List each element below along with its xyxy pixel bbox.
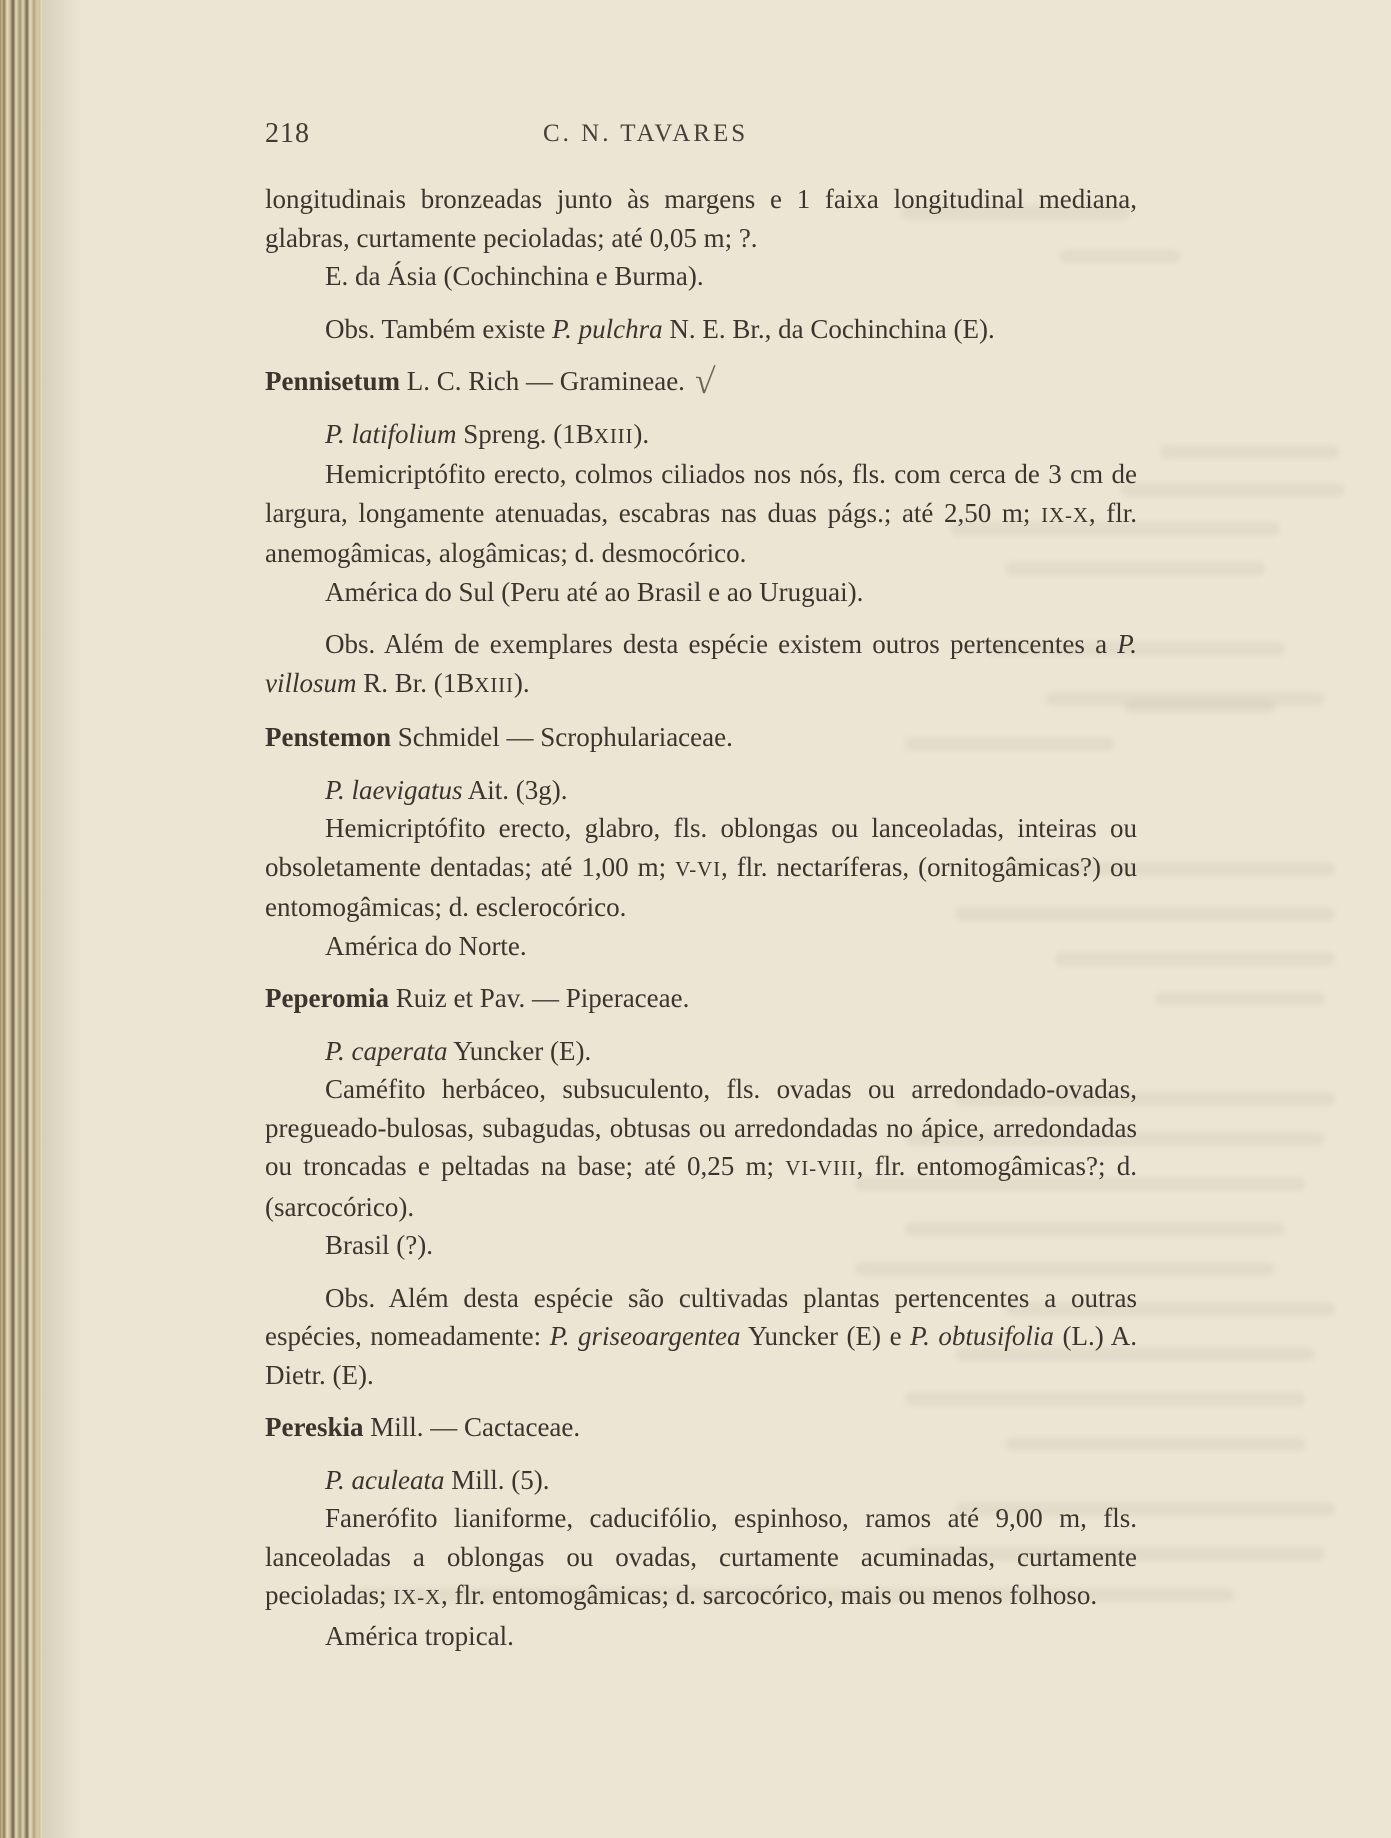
species-heading (265, 771, 1137, 810)
text-segment: Schmidel — Scrophulariaceae. (390, 722, 733, 752)
text-segment: Ait. (3g). (462, 774, 568, 805)
text-segment: Yuncker (E) e (740, 1321, 911, 1351)
distribution-line (265, 257, 1137, 296)
text-segment: IX-X (1041, 502, 1089, 527)
text-segment: , flr. entomogâmicas?; d. (sarcocórico). (265, 1151, 1137, 1222)
text-segment: Hemicriptófito erecto, colmos ciliados nos nós, fls. com cerca de 3 cm de largura, longamente atenuadas, escabras nas duas págs.; até 2,50 m; (265, 459, 1137, 528)
genus-heading (265, 979, 1137, 1018)
text-segment: Fanerófito lianiforme, caducifólio, espinhoso, ramos até 9,00 m, fls. lanceoladas a oblongas ou ovadas, curtamente acuminadas, curtamente pecioladas; (265, 1503, 1137, 1610)
species-heading (265, 415, 1137, 456)
text-segment: longitudinais bronzeadas junto às margens e 1 faixa longitudinal mediana, glabras, curtamente pecioladas; até 0,05 m; ?. (265, 184, 1137, 253)
text-segment: América tropical. (325, 1620, 514, 1651)
text-segment: América do Norte. (325, 930, 527, 961)
bleed-through-smudge (1155, 992, 1325, 1005)
text-segment: L. C. Rich — Gramineae. (400, 366, 685, 396)
description-paragraph (265, 455, 1137, 573)
genus-heading (265, 718, 1137, 757)
text-segment: Yuncker (E). (447, 1035, 592, 1066)
text-segment: IX-X (393, 1585, 441, 1609)
obs-paragraph (265, 310, 1137, 349)
text-segment: P. pulchra (552, 313, 663, 344)
running-head (265, 118, 1137, 152)
text-segment: P. griseoargentea (549, 1321, 741, 1351)
text-segment: Caméfito herbáceo, subsuculento, fls. ovadas ou arredondado-ovadas, pregueado-bulosas, subagudas, obtusas ou arredondadas no ápice, arredondadas ou troncadas e peltadas na base; até 0,25 m; (265, 1074, 1137, 1181)
handwritten-checkmark-icon: √ (693, 360, 716, 402)
text-segment: Mill. (5). (444, 1464, 550, 1495)
text-segment: , flr. nectaríferas, (ornitogâmicas?) ou entomogâmicas; d. esclerocórico. (265, 851, 1137, 922)
text-segment: E. da Ásia (Cochinchina e Burma). (325, 261, 704, 291)
text-segment: América do Sul (Peru até ao Brasil e ao Uruguai). (325, 576, 864, 607)
text-segment: P. caperata (325, 1035, 448, 1066)
description-paragraph (265, 1070, 1137, 1226)
text-segment: Pereskia (265, 1412, 364, 1442)
text-segment: Peperomia (265, 983, 389, 1013)
distribution-line (265, 1617, 1137, 1656)
text-segment: Obs. Além desta espécie são cultivadas plantas pertencentes a outras espécies, nomeadamente: (265, 1282, 1137, 1351)
genus-heading (265, 362, 1137, 401)
obs-paragraph (265, 625, 1137, 704)
text-segment: R. Br. (1B (356, 667, 475, 698)
text-segment: Obs. Além de exemplares desta espécie existem outros pertencentes a (325, 629, 1118, 659)
species-heading (265, 1461, 1137, 1500)
page-body (265, 118, 1137, 1655)
text-segment: XIII (474, 672, 514, 697)
text-segment: ). (513, 667, 530, 698)
running-header-title: C. N. TAVARES (543, 120, 749, 147)
genus-heading (265, 1408, 1137, 1447)
page-number: 218 (265, 118, 310, 149)
distribution-line (265, 1226, 1137, 1265)
text-segment: P. obtusifolia (910, 1321, 1054, 1351)
continuation-paragraph (265, 180, 1137, 257)
text-segment: Obs. Também existe (325, 313, 553, 344)
distribution-line (265, 573, 1137, 612)
text-segment: P. aculeata (325, 1464, 445, 1495)
text-segment: Spreng. (1B (456, 418, 594, 449)
text-segment: P. latifolium (325, 418, 457, 449)
text-segment: XIII (593, 423, 634, 448)
bleed-through-smudge (1125, 700, 1275, 713)
text-segment: P. laevigatus (325, 774, 463, 805)
text-segment: Ruiz et Pav. — Piperaceae. (388, 983, 690, 1013)
page-content (265, 180, 1137, 1655)
bleed-through-smudge (1160, 445, 1340, 459)
text-segment: VI-VIII (785, 1156, 857, 1180)
text-segment: N. E. Br., da Cochinchina (E). (662, 313, 995, 344)
page-gutter-shadow (42, 0, 82, 1838)
text-segment: Penstemon (265, 722, 391, 752)
description-paragraph (265, 809, 1137, 927)
description-paragraph (265, 1499, 1137, 1617)
text-segment: Hemicriptófito erecto, glabro, fls. oblongas ou lanceoladas, inteiras ou obsoletamente dentadas; até 1,00 m; (265, 813, 1137, 882)
text-segment: , flr. anemogâmicas, alogâmicas; d. desmocórico. (265, 497, 1137, 568)
text-segment: ). (633, 418, 650, 449)
text-segment: P. villosum (265, 629, 1137, 698)
text-segment: V-VI (675, 856, 721, 881)
distribution-line (265, 927, 1137, 966)
text-segment: Brasil (?). (325, 1230, 433, 1260)
text-segment: , flr. entomogâmicas; d. sarcocórico, mais ou menos folhoso. (441, 1580, 1098, 1610)
text-segment: Mill. — Cactaceae. (363, 1412, 581, 1442)
text-segment: Pennisetum (265, 366, 400, 396)
text-segment: (L.) A. Dietr. (E). (265, 1321, 1137, 1390)
bleed-through-smudge (1120, 483, 1345, 497)
obs-paragraph (265, 1279, 1137, 1395)
book-page-edges (0, 0, 42, 1838)
species-heading (265, 1032, 1137, 1071)
